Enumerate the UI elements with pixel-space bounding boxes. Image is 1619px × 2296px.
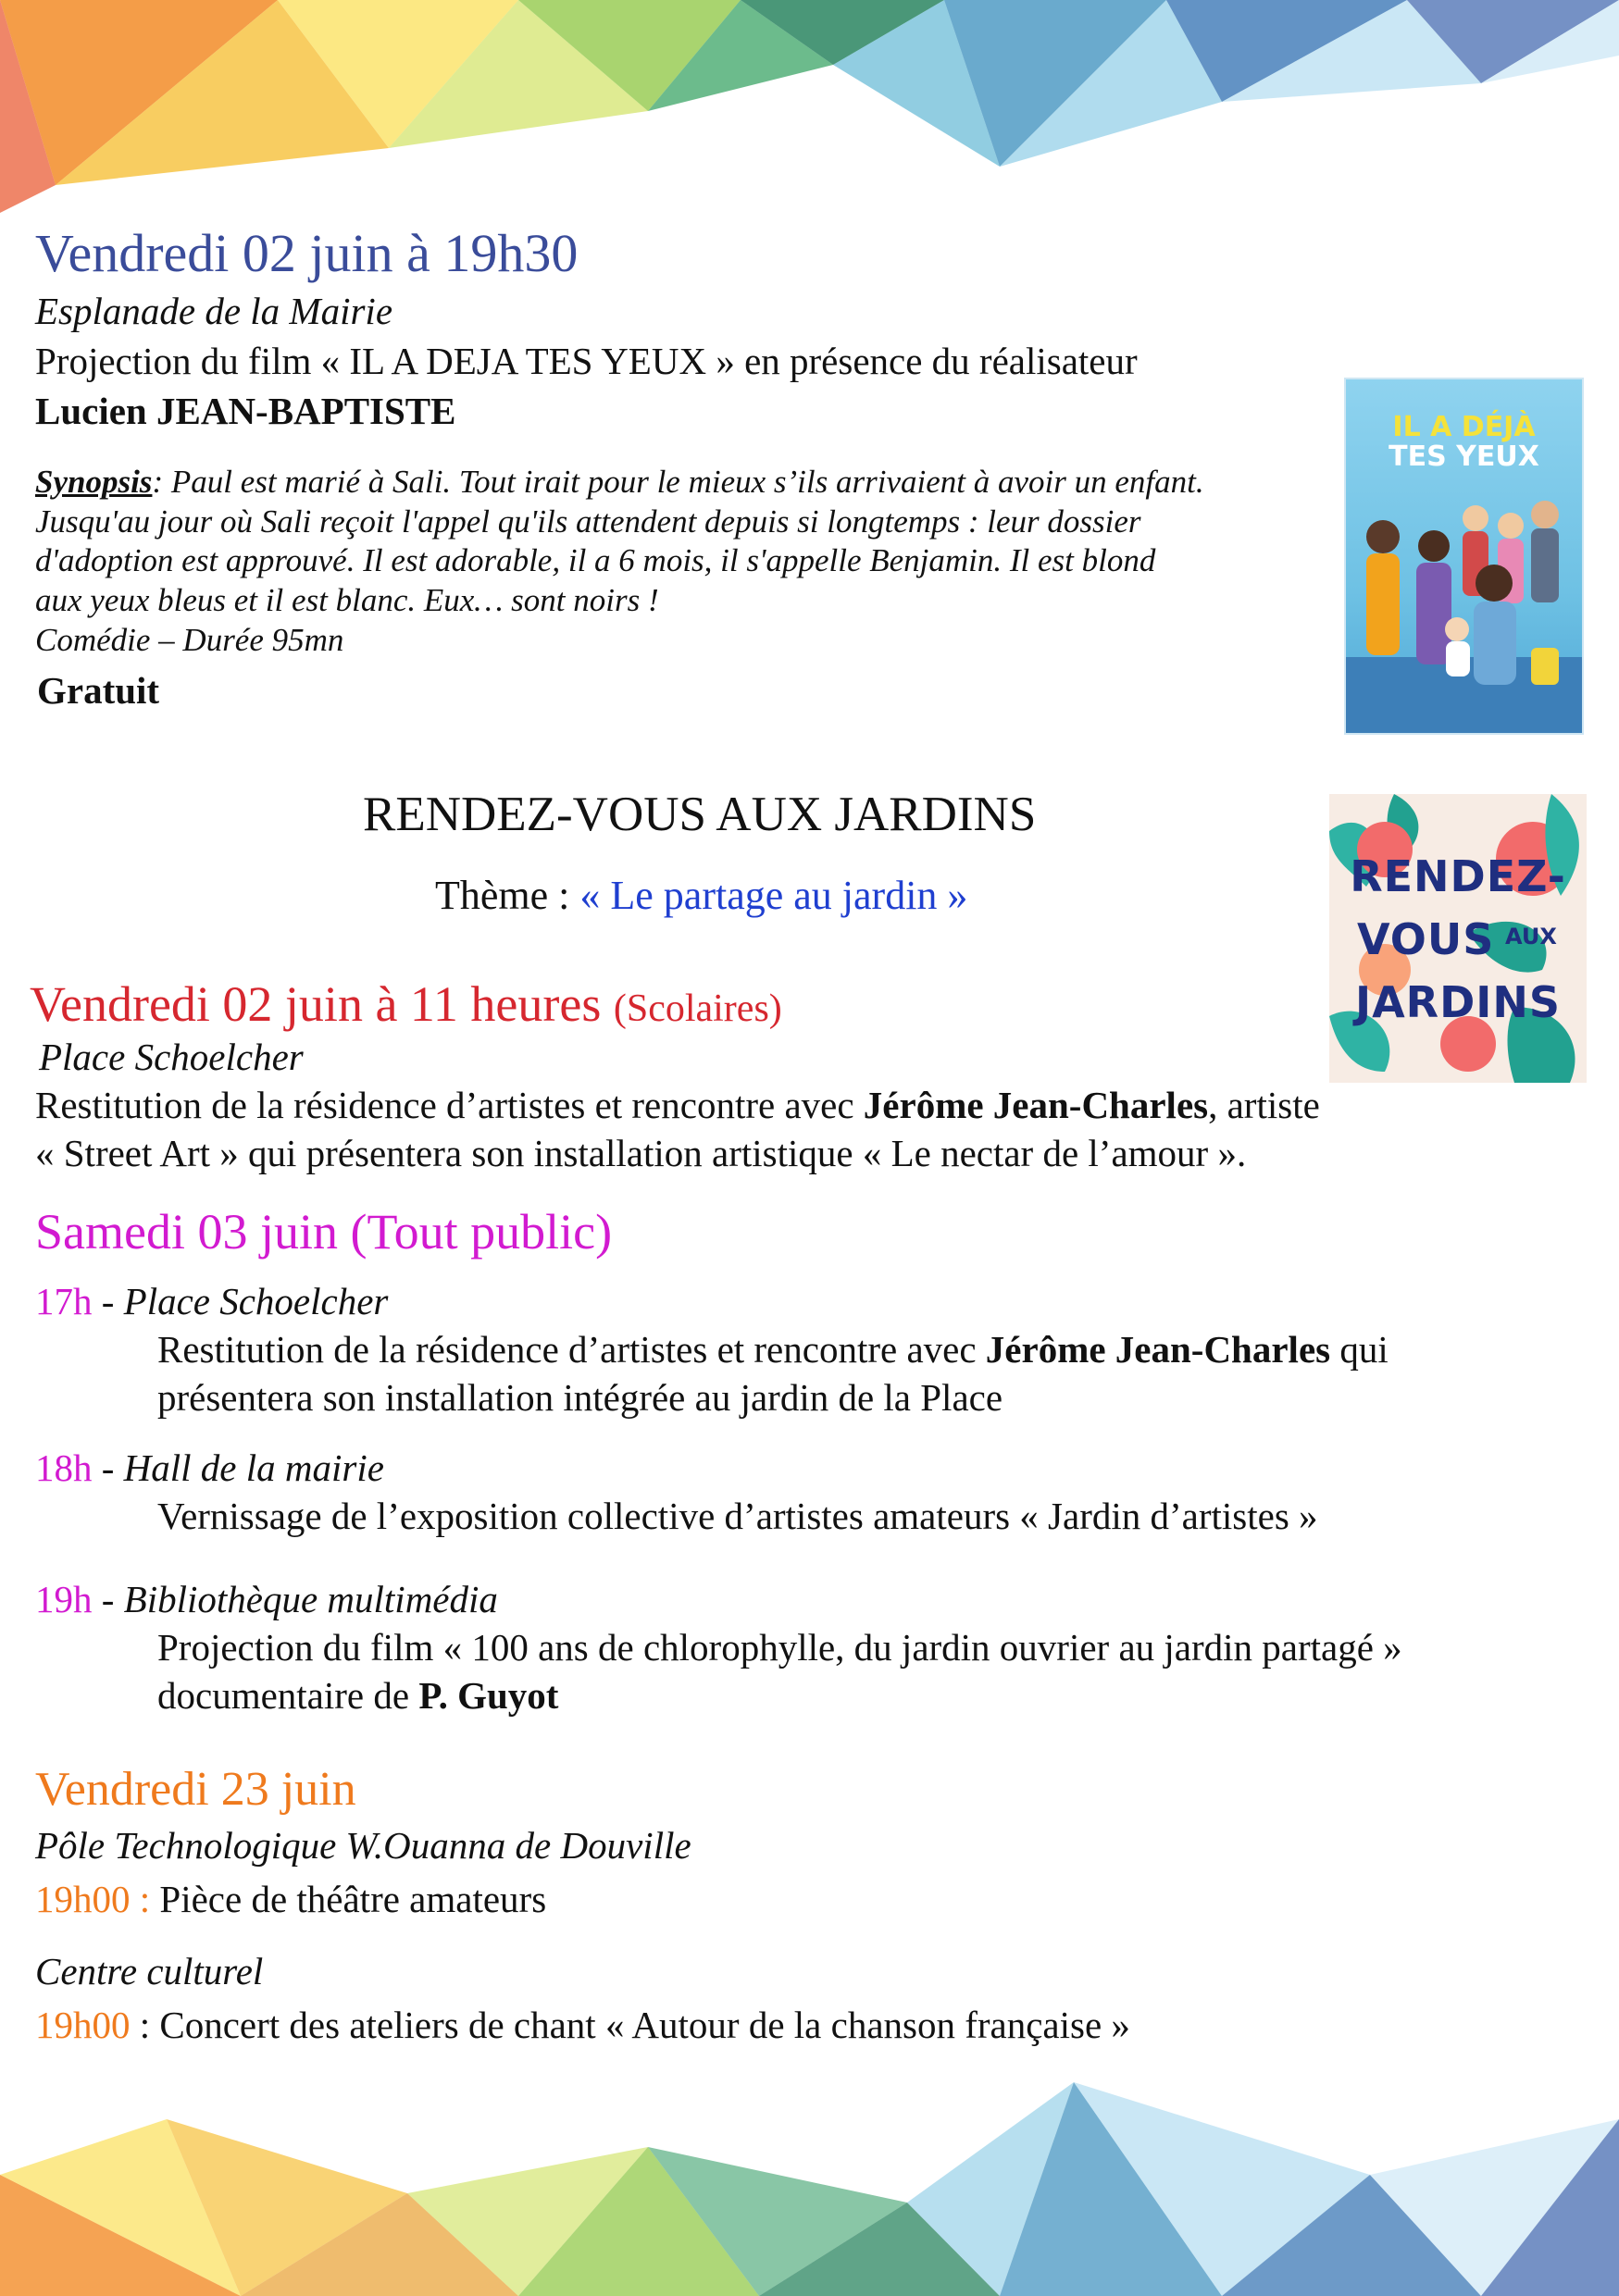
event1-price: Gratuit — [37, 669, 160, 712]
event3-item2-place: Hall de la mairie — [123, 1446, 384, 1489]
poster-title-line1: IL A DÉJÀ — [1392, 411, 1536, 443]
event3-item3-header — [35, 1577, 498, 1622]
event1-projection: Projection du film « IL A DEJA TES YEUX » en présence du réalisateur — [35, 340, 1138, 382]
event4-desc1: Pièce de théâtre amateurs — [150, 1878, 547, 1920]
event3-item3-author: P. Guyot — [418, 1674, 559, 1717]
event2-line1-text: Restitution de la résidence d’artistes et rencontre avec — [35, 1084, 864, 1126]
event3-item3-line1: Projection du film « 100 ans de chlorophylle, du jardin ouvrier au jardin partagé » — [157, 1626, 1402, 1669]
event2-audience: (Scolaires) — [613, 987, 782, 1030]
bottom-decorative-banner — [0, 2064, 1619, 2296]
jardins-theme — [435, 872, 967, 919]
logo-line1: RENDEZ- — [1350, 851, 1566, 901]
event4-place1: Pôle Technologique W.Ouanna de Douville — [35, 1824, 691, 1867]
event3-item2-time: 18h — [35, 1446, 93, 1489]
synopsis-line-4: aux yeux bleus et il est blanc. Eux… sont noirs ! — [35, 582, 659, 619]
event3-item1-text: Restitution de la résidence d’artistes et rencontre avec — [157, 1328, 986, 1371]
jardins-theme-label: Thème : — [435, 873, 580, 918]
event3-item1-sep: - — [92, 1280, 124, 1322]
event3-item2-sep: - — [92, 1446, 124, 1489]
event3-item3-place: Bibliothèque multimédia — [123, 1578, 498, 1620]
rendez-vous-aux-jardins-logo — [1329, 794, 1587, 1083]
event2-line2: « Street Art » qui présentera son installation artistique « Le nectar de l’amour ». — [35, 1132, 1247, 1174]
event1-director: Lucien JEAN-BAPTISTE — [35, 390, 456, 432]
event3-item2-line1: Vernissage de l’exposition collective d’artistes amateurs « Jardin d’artistes » — [157, 1495, 1318, 1537]
event1-synopsis — [35, 463, 1204, 660]
event4-line1 — [35, 1877, 546, 1922]
event2-place: Place Schoelcher — [39, 1036, 304, 1078]
logo-aux: AUX — [1505, 924, 1557, 949]
synopsis-line-2: Jusqu'au jour où Sali reçoit l'appel qu'ils attendent depuis si longtemps : leur dossier — [35, 503, 1141, 540]
top-decorative-banner — [0, 0, 1619, 241]
event2-date: Vendredi 02 juin à 11 heures — [30, 976, 602, 1032]
logo-line3: JARDINS — [1354, 977, 1562, 1027]
event3-item1-header — [35, 1279, 388, 1324]
synopsis-label: Synopsis — [35, 464, 153, 500]
poster-family-illustration — [1346, 481, 1582, 733]
event3-item3-text: documentaire de — [157, 1674, 419, 1717]
event3-item1-artist: Jérôme Jean-Charles — [985, 1328, 1331, 1371]
poster-title-line2: TES YEUX — [1389, 440, 1539, 473]
synopsis-line-1: : Paul est marié à Sali. Tout irait pour le mieux s’ils arrivaient à avoir un enfant. — [152, 464, 1204, 500]
event4-line2 — [35, 2003, 1130, 2048]
event3-item2-header — [35, 1446, 384, 1491]
event1-genre: Comédie – Durée 95mn — [35, 621, 344, 658]
event3-item1-place: Place Schoelcher — [123, 1280, 389, 1322]
event1-date: Vendredi 02 juin à 19h30 — [35, 223, 579, 283]
event3-item1-end: qui — [1330, 1328, 1389, 1371]
event4-place2: Centre culturel — [35, 1950, 264, 1992]
event3-item1-time: 17h — [35, 1280, 93, 1322]
film-poster — [1344, 378, 1584, 735]
event4-time2: 19h00 — [35, 2004, 131, 2046]
event3-item3-time: 19h — [35, 1578, 93, 1620]
event4-date: Vendredi 23 juin — [35, 1763, 356, 1816]
event2-artist: Jérôme Jean-Charles — [863, 1084, 1209, 1126]
synopsis-line-3: d'adoption est approuvé. Il est adorable, il a 6 mois, il s'appelle Benjamin. Il est blond — [35, 542, 1156, 579]
event3-item3-line2 — [157, 1673, 558, 1719]
jardins-title: RENDEZ-VOUS AUX JARDINS — [363, 788, 1037, 841]
event4-time1: 19h00 : — [35, 1878, 151, 1920]
event2-line1 — [35, 1083, 1320, 1128]
event3-date: Samedi 03 juin (Tout public) — [35, 1204, 613, 1260]
event3-item3-sep: - — [92, 1578, 124, 1620]
event3-item1-line1 — [157, 1327, 1389, 1372]
event2-date-line — [30, 975, 782, 1033]
event2-line1-end: , artiste — [1208, 1084, 1320, 1126]
event4-desc2: : Concert des ateliers de chant « Autour de la chanson française » — [130, 2004, 1130, 2046]
event3-item1-line2: présentera son installation intégrée au jardin de la Place — [157, 1376, 1003, 1419]
logo-line2: VOUS — [1357, 914, 1495, 964]
event1-place: Esplanade de la Mairie — [35, 290, 393, 332]
jardins-theme-value: « Le partage au jardin » — [579, 873, 968, 918]
